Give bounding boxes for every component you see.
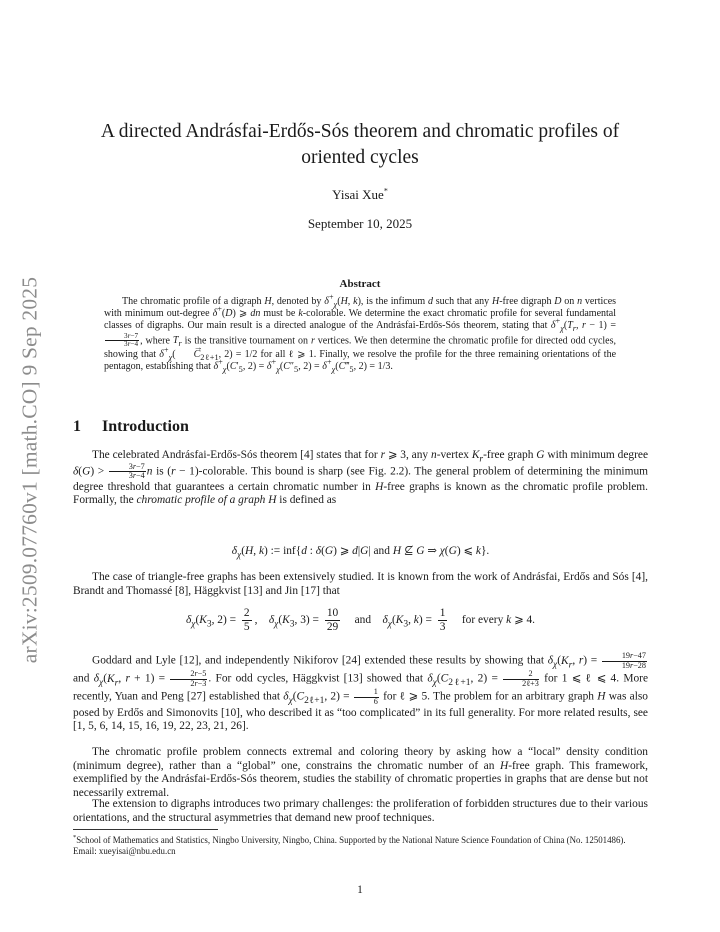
paragraph-3: Goddard and Lyle [12], and independently Nikiforov [24] extended these results by showing that $\delta_\chi(K_r$, r) = $\frac{19r-47}{19r-28}$ and $\delta_\chi(K_r$, r + 1) = $\frac{2r-5}{2r-3}$ . For odd cycles, Häggkvist [13] showed that $\delta_\chi(C_{2\ell+1}$, 2) = $\frac{2}{\text{2ℓ+3}}$ for 1 ⩽ ℓ ⩽ 4. More recently, Yuan and Peng [27] established that $\delta_\chi(C_{2\ell+1}$, 2) = $\frac{1}{6}$ for ℓ ⩾ 5. The problem for an arbitrary graph H was also posed by Erdős and Simonovits [10], who described it as “too complicated” in its full generality. For more related results, see [1, 5, 6, 14, 15, 16, 19, 22, 23, 21, 26]. bbox=[73, 651, 649, 733]
footnote-text: School of Mathematics and Statistics, Ningbo University, Ningbo, China. Supported by the National Nature Science Foundation of China (No. 12501486). Email: xueyisai@nbu.edu.cn bbox=[73, 835, 626, 856]
section-number: 1 bbox=[73, 418, 81, 435]
section-heading bbox=[73, 418, 189, 436]
footnote bbox=[73, 835, 648, 857]
equation-chromatic-profile: $\delta_\chi(H$, k) := inf{d : δ(G) ⩾ d|G| and H ⊈ G ⇒ χ(G) ⩽ k}. bbox=[231, 545, 490, 561]
paragraph-2: The case of triangle-free graphs has been extensively studied. It is known from the work of Andrásfai, Erdős and Sós [4], Brandt and Thomassé [8], Häggkvist [13] and Jin [17] that bbox=[73, 571, 648, 597]
paragraph-5: The extension to digraphs introduces two primary challenges: the proliferation of forbidden structures due to their various orientations, and the structural asymmetries that demand new proof techniques. bbox=[73, 798, 648, 824]
page-number: 1 bbox=[357, 884, 363, 896]
paper-title: A directed Andrásfai-Erdős-Sós theorem and chromatic profiles of oriented cycles bbox=[100, 121, 620, 168]
equation-triangle-free: $\delta_\chi(K_3$, 2) = $\frac{2}{5}$ , $\delta_\chi(K_3$, 3) = $\frac{10}{29}$ and $\delta_\chi(K_3$, k) = $\frac{1}{3}$ for every k ⩾ 4. bbox=[185, 607, 536, 634]
paragraph-4: The chromatic profile problem connects extremal and coloring theory by asking how a “local” density condition (minimum degree), rather than a “global” one, constrains the chromatic number of an H-free graph. This framework, exemplified by the Andrásfai-Erdős-Sós theorem, studies the stability of chromatic properties in graphs that are dense but not necessarily extremal. bbox=[73, 746, 648, 799]
author-footnote-mark: * bbox=[383, 186, 388, 196]
footnote-divider bbox=[73, 829, 218, 830]
author-line bbox=[0, 187, 720, 203]
author-name: Yisai Xue bbox=[332, 187, 384, 202]
abstract-heading: Abstract bbox=[339, 278, 381, 290]
paper-date: September 10, 2025 bbox=[307, 216, 413, 231]
arxiv-identifier: arXiv:2509.07760v1 [math.CO] 9 Sep 2025 bbox=[17, 276, 42, 664]
abstract-body: The chromatic profile of a digraph H, denoted by $\delta^+_\chi(H$, k), is the infimum d such that any H-free digraph D on n vertices with minimum out-degree δ+(D) ⩾ dn must be k-colorable. We determine the exact chromatic profile for several fundamental classes of digraphs. Our main result is a directed analogue of the Andrásfai-Erdős-Sós theorem, stating that $\delta^+_\chi(T_r$, r − 1) = $\frac{3r-7}{3r-4}$ , where $T_r$ is the transitive tournament on r vertices. We then determine the chromatic profile for directed odd cycles, showing that $\delta^+_\chi(\to C_{2\ell+1}$, 2) = 1/2 for all ℓ ⩾ 1. Finally, we resolve the profile for the three remaining orientations of the pentagon, establishing that $\delta^+_\chi(C'_5$, $2) = \delta^+_\chi(C''_5$, $2) = \delta^+_\chi(C‴_5$, 2) = 1/3. bbox=[104, 296, 616, 373]
footnote-mark: * bbox=[73, 834, 77, 842]
paragraph-1: The celebrated Andrásfai-Erdős-Sós theorem [4] states that for r ⩾ 3, any n-vertex $K_r$-free graph G with minimum degree δ(G) > $\frac{3r-7}{3r-4}$ n is (r − 1)-colorable. This bound is sharp (see Fig. 2.2). The general problem of determining the minimum degree threshold that guarantees a certain chromatic number in H-free graphs is known as the chromatic profile problem. Formally, the chromatic profile of a graph H is defined as bbox=[73, 449, 649, 507]
section-title: Introduction bbox=[102, 418, 189, 435]
